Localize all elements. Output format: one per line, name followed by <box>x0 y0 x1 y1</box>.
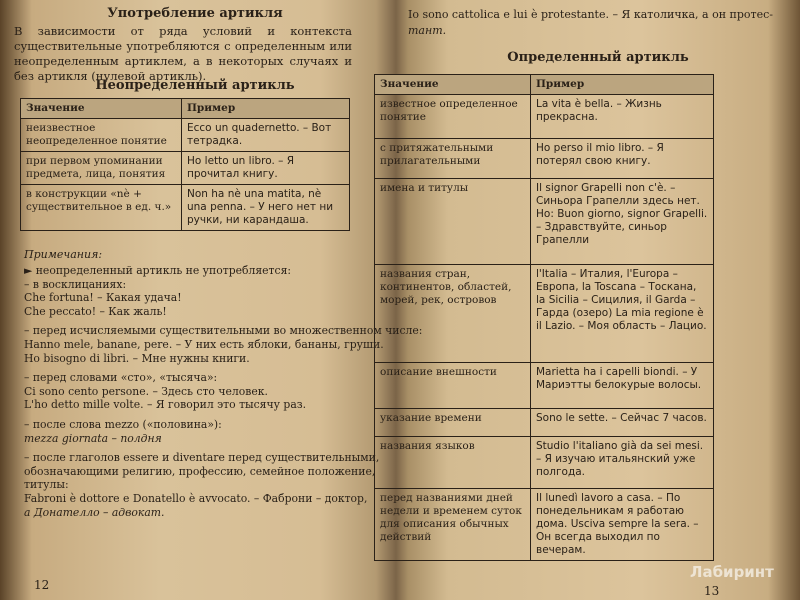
meaning-cell: описание внешности <box>375 363 531 409</box>
example-cell: Studio l'italiano già da sei mesi. – Я изучаю итальянский уже полгода. <box>531 437 714 489</box>
example-cell: Sono le sette. – Сейчас 7 часов. <box>531 409 714 437</box>
meaning-cell: названия стран, континентов, областей, морей, рек, островов <box>375 265 531 363</box>
continued-line-1: Io sono cattolica e lui è protestante. – Я католичка, а он протес- <box>408 8 773 21</box>
indefinite-article-title: Неопределенный артикль <box>95 78 295 93</box>
column-header-meaning: Значение <box>375 75 531 95</box>
note-line: L'ho detto mille volte. – Я говорил это тысячу раз. <box>24 398 307 412</box>
meaning-cell: имена и титулы <box>375 179 531 265</box>
page-number: 13 <box>704 584 720 598</box>
table-row <box>21 185 350 231</box>
intro-paragraph: В зависимости от ряда условий и контекста существительные употребляются с определенным или неопределенным артиклем, а в некоторых случаях и без артикля (нулевой артикль). <box>14 24 352 83</box>
column-header-example: Пример <box>531 75 714 95</box>
right-page <box>380 0 800 600</box>
note-line: титулы: <box>24 478 69 492</box>
example-cell: Ecco un quadernetto. – Вот тетрадка. <box>182 119 350 152</box>
notes-label: Примечания: <box>24 248 103 261</box>
meaning-cell: перед названиями дней недели и временем суток для описания обычных действий <box>375 489 531 561</box>
page-number: 12 <box>34 578 50 592</box>
note-line: – перед словами «сто», «тысяча»: <box>24 371 218 385</box>
meaning-cell: с притяжательными прилагательными <box>375 139 531 179</box>
watermark-logo: Лабиринт <box>690 563 774 581</box>
table-row <box>375 95 714 139</box>
table-row <box>375 437 714 489</box>
meaning-cell: названия языков <box>375 437 531 489</box>
column-header-example: Пример <box>182 99 350 119</box>
note-line: mezza giornata – полдня <box>24 431 162 445</box>
table-row <box>375 363 714 409</box>
column-header-meaning: Значение <box>21 99 182 119</box>
note-line: Hanno mele, banane, pere. – У них есть яблоки, бананы, груши. <box>24 337 384 351</box>
note-line: Fabroni è dottore e Donatello è avvocato. – Фаброни – доктор, <box>24 491 368 505</box>
table-row <box>375 139 714 179</box>
table-row <box>375 265 714 363</box>
example-cell: Ho perso il mio libro. – Я потерял свою книгу. <box>531 139 714 179</box>
note-line: Che peccato! – Как жаль! <box>24 304 167 318</box>
notes-list <box>24 264 423 519</box>
table-row <box>375 489 714 561</box>
note-line: – перед исчисляемыми существительными во множественном числе: <box>24 324 423 338</box>
example-cell: La vita è bella. – Жизнь прекрасна. <box>531 95 714 139</box>
example-cell: Marietta ha i capelli biondi. – У Мариэтты белокурые волосы. <box>531 363 714 409</box>
note-line: – в восклицаниях: <box>24 277 127 291</box>
table-row <box>21 119 350 152</box>
meaning-cell: указание времени <box>375 409 531 437</box>
note-line: Ci sono cento persone. – Здесь сто человек. <box>24 384 268 398</box>
example-cell: Ho letto un libro. – Я прочитал книгу. <box>182 152 350 185</box>
note-line: Ho bisogno di libri. – Мне нужны книги. <box>24 351 250 365</box>
meaning-cell: известное определенное понятие <box>375 95 531 139</box>
indefinite-article-table <box>20 98 350 231</box>
example-cell: Il signor Grapelli non c'è. – Синьора Грапелли здесь нет. Ho: Buon giorno, signor Grapelli. – Здравствуйте, синьор Грапелли <box>531 179 714 265</box>
table-row <box>375 409 714 437</box>
example-cell: Il lunedì lavoro a casa. – По понедельникам я работаю дома. Usciva sempre la sera. – Он всегда выходил по вечерам. <box>531 489 714 561</box>
note-line: – после слова mezzo («половина»): <box>24 417 222 431</box>
continued-line-2: тант. <box>408 24 447 37</box>
note-line: Che fortuna! – Какая удача! <box>24 291 182 305</box>
definite-article-title: Определенный артикль <box>507 50 689 65</box>
meaning-cell: в конструкции «nè + существительное в ед. ч.» <box>21 185 182 231</box>
note-line: ► неопределенный артикль не употребляется: <box>24 264 292 277</box>
example-cell: Non ha nè una matita, nè una penna. – У него нет ни ручки, ни карандаша. <box>182 185 350 231</box>
page-heading: Употребление артикля <box>107 6 283 21</box>
meaning-cell: при первом упоминании предмета, лица, понятия <box>21 152 182 185</box>
note-line: а Донателло – адвокат. <box>24 505 165 519</box>
table-row <box>375 179 714 265</box>
note-line: обозначающими религию, профессию, семейное положение, <box>24 464 376 478</box>
example-cell: l'Italia – Италия, l'Europa – Европа, la Toscana – Тоскана, la Sicilia – Сицилия, il Garda – Гарда (озеро) La mia regione è il Lazio. – Моя область – Лацио. <box>531 265 714 363</box>
definite-article-table <box>374 74 714 561</box>
meaning-cell: неизвестное неопределенное понятие <box>21 119 182 152</box>
table-row <box>21 152 350 185</box>
note-line: – после глаголов essere и diventare перед существительными, <box>24 451 380 465</box>
